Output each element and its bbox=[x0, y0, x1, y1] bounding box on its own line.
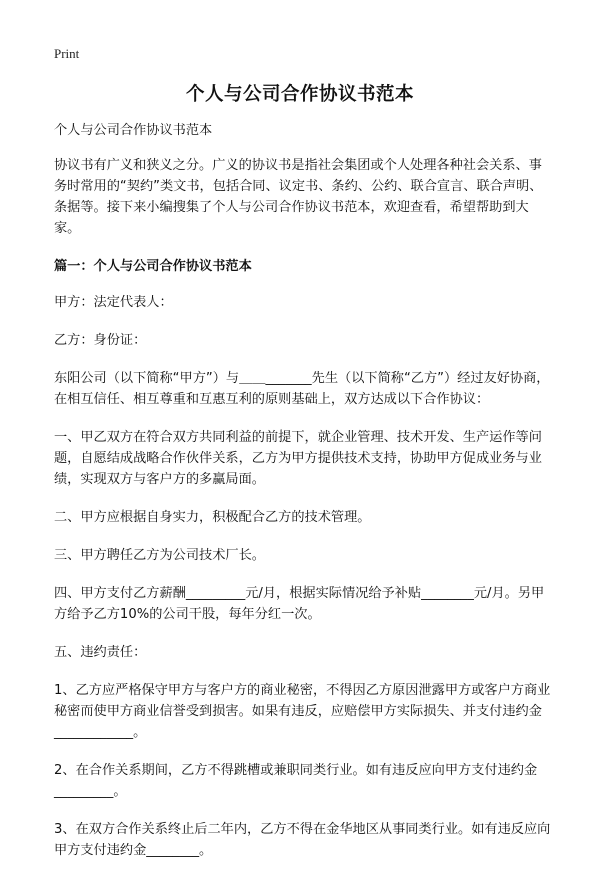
clause-3: 三、甲方聘任乙方为公司技术厂长。 bbox=[54, 548, 265, 563]
clause-1: 一、甲乙双方在符合双方共同利益的前提下，就企业管理、技术开发、生产运作等问题，自愿结成战略合作伙伴关系，乙方为甲方提供技术支持，协助甲方促成业务与业绩，实现双方与客户方的多赢局面。 bbox=[54, 430, 542, 487]
intro-paragraph: 协议书有广义和狭义之分。广义的协议书是指社会集团或个人处理各种社会关系、事务时常用的“契约”类文书，包括合同、议定书、条约、公约、联合宣言、联合声明、条据等。接下来小编搜集了个人与公司合作协议书范本，欢迎查看，希望帮助到大家。 bbox=[54, 158, 543, 236]
clause-5-heading: 五、违约责任： bbox=[54, 645, 147, 660]
liability-1: 1、乙方应严格保守甲方与客户方的商业秘密，不得因乙方原因泄露甲方或客户方商业秘密而使甲方商业信誉受到损害。如果有违反，应赔偿甲方实际损失、并支付违约金____________。 bbox=[54, 683, 551, 740]
party-a-line: 甲方：法定代表人： bbox=[54, 295, 173, 310]
liability-2: 2、在合作关系期间，乙方不得跳槽或兼职同类行业。如有违反应向甲方支付违约金_________。 bbox=[54, 763, 538, 799]
document-subtitle: 个人与公司合作协议书范本 bbox=[54, 123, 213, 138]
clause-4: 四、甲方支付乙方薪酬_________元/月，根据实际情况给予补贴________元/月。另甲方给予乙方10%的公司干股，每年分红一次。 bbox=[54, 586, 545, 622]
liability-3: 3、在双方合作关系终止后二年内，乙方不得在金华地区从事同类行业。如有违反应向甲方支付违约金________。 bbox=[54, 822, 551, 858]
party-b-line: 乙方：身份证： bbox=[54, 333, 147, 348]
preamble-paragraph: 东阳公司（以下简称“甲方”）与＿＿_______先生（以下简称“乙方”）经过友好协商，在相互信任、相互尊重和互惠互利的原则基础上，双方达成以下合作协议： bbox=[54, 371, 550, 407]
document-title: 个人与公司合作协议书范本 bbox=[185, 84, 414, 105]
print-label: Print bbox=[54, 46, 80, 61]
section-heading: 篇一：个人与公司合作协议书范本 bbox=[54, 259, 252, 274]
document-body bbox=[54, 120, 554, 878]
clause-2: 二、甲方应根据自身实力，积极配合乙方的技术管理。 bbox=[54, 510, 371, 525]
